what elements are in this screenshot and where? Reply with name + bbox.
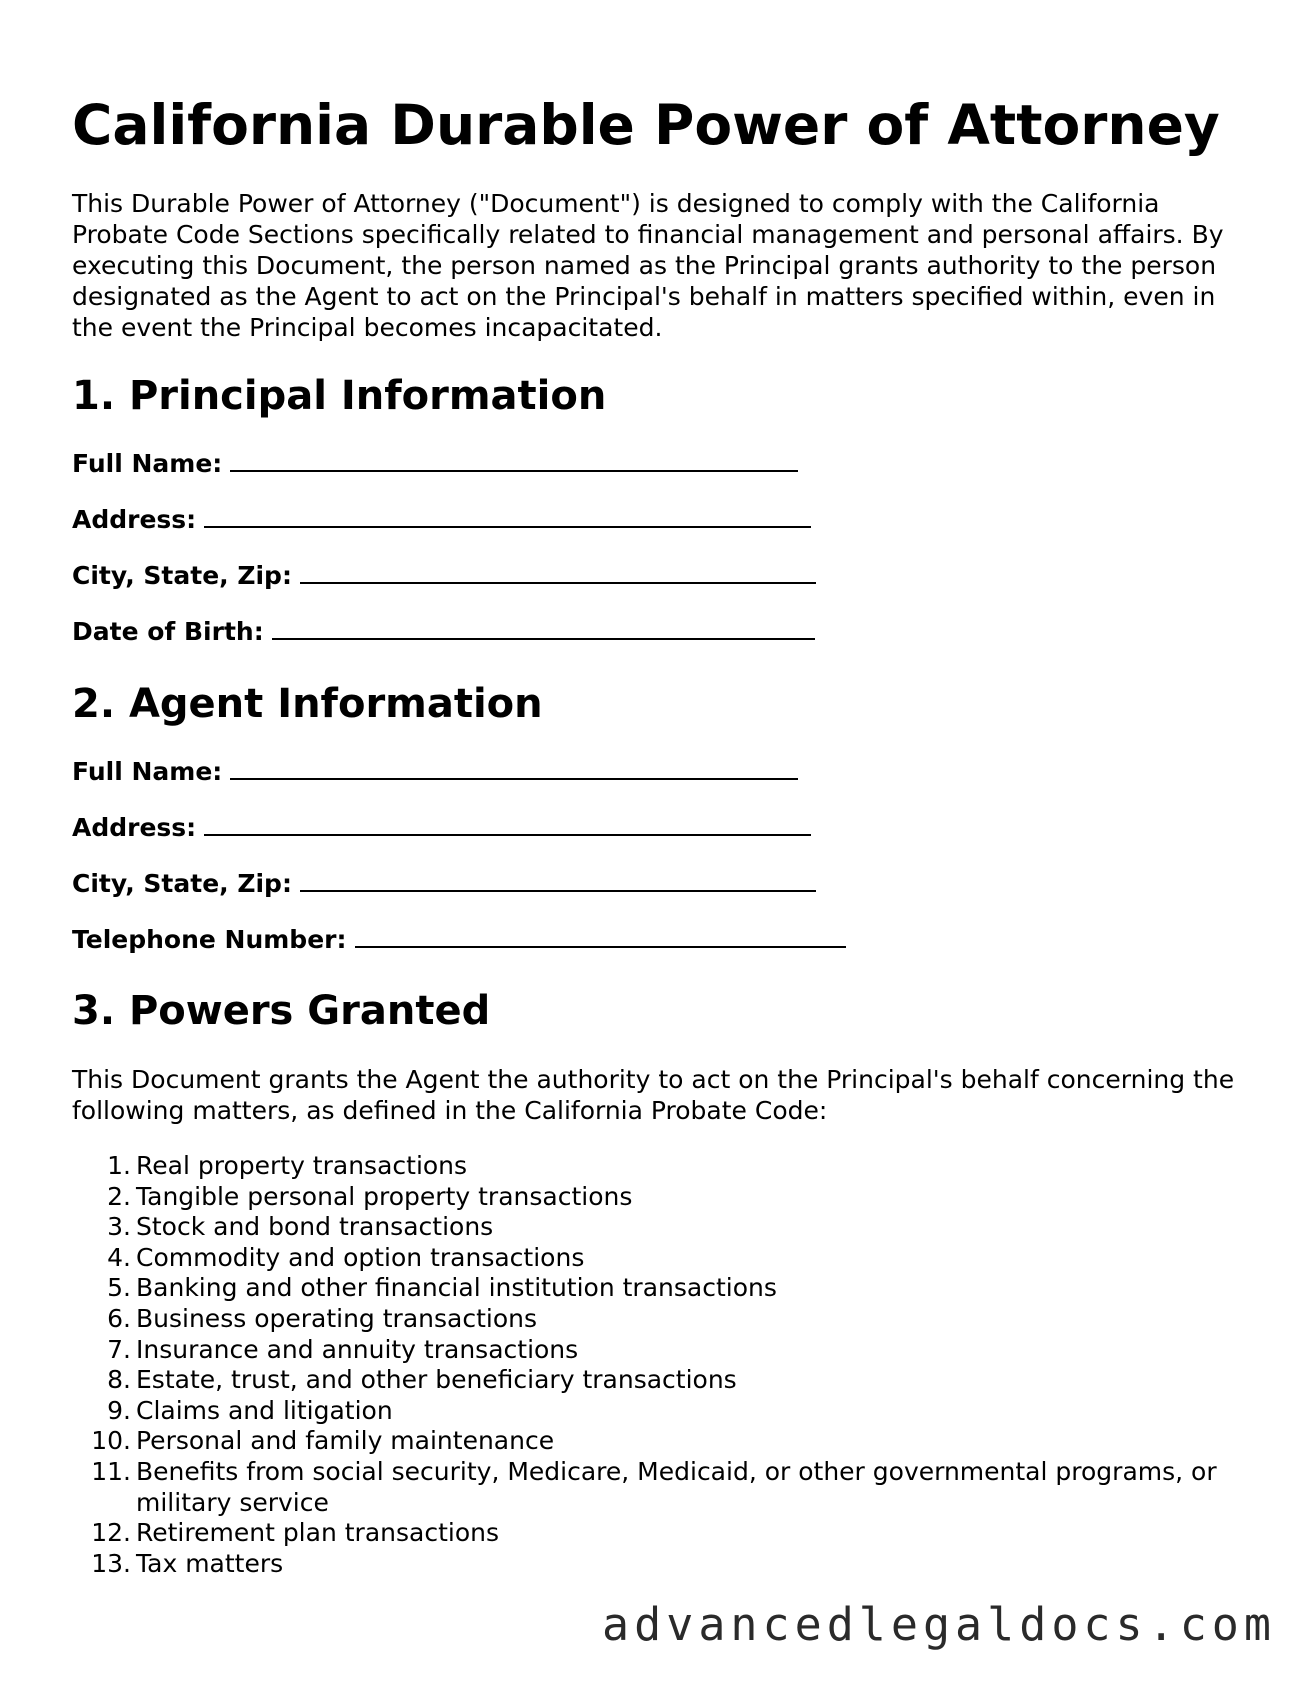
powers-item-text: Claims and litigation (136, 1395, 393, 1425)
powers-list-item (72, 1426, 1222, 1457)
agent-city-state-zip-blank[interactable] (300, 868, 816, 892)
powers-item-text: Commodity and option transactions (136, 1242, 585, 1272)
powers-item-number: 3. (107, 1212, 131, 1242)
powers-list-item (72, 1151, 1222, 1182)
powers-item-text: Insurance and annuity transactions (136, 1334, 579, 1364)
agent-full-name-field (72, 756, 798, 788)
powers-item-number: 4. (107, 1242, 131, 1272)
powers-item-number: 7. (107, 1334, 131, 1364)
powers-item-number: 1. (107, 1151, 131, 1180)
principal-dob-field (72, 616, 815, 648)
powers-list-item (72, 1212, 1222, 1243)
powers-item-number: 6. (107, 1303, 131, 1333)
agent-telephone-blank[interactable] (355, 924, 846, 948)
powers-list-item (72, 1396, 1222, 1427)
principal-address-blank[interactable] (204, 504, 811, 528)
powers-intro-paragraph: This Document grants the Agent the authority to act on the Principal's behalf concerning the following matters, as defined in the California Probate Code: (72, 1065, 1235, 1125)
powers-item-text: Personal and family maintenance (136, 1426, 555, 1456)
document-title: California Durable Power of Attorney (72, 93, 1220, 157)
powers-item-number: 2. (107, 1181, 131, 1211)
powers-item-number: 9. (107, 1395, 131, 1425)
powers-item-text: Banking and other financial institution transactions (136, 1273, 777, 1303)
agent-telephone-field (72, 924, 846, 956)
powers-list-item (72, 1549, 1222, 1580)
powers-item-text: Business operating transactions (136, 1303, 537, 1333)
agent-address-label: Address: (72, 813, 197, 842)
powers-item-number: 11. (91, 1456, 131, 1486)
powers-item-text: Estate, trust, and other beneficiary transactions (136, 1365, 737, 1395)
powers-list-item (72, 1273, 1222, 1304)
powers-item-number: 13. (91, 1548, 131, 1578)
agent-section-heading: 2. Agent Information (72, 681, 543, 727)
powers-list-item (72, 1457, 1222, 1518)
powers-item-text: Real property transactions (136, 1151, 468, 1180)
principal-city-state-zip-label: City, State, Zip: (72, 561, 292, 590)
principal-full-name-field (72, 448, 798, 480)
watermark-text: advancedlegaldocs.com (602, 1598, 1276, 1651)
powers-list-item (72, 1518, 1222, 1549)
powers-item-number: 5. (107, 1273, 131, 1303)
agent-city-state-zip-label: City, State, Zip: (72, 869, 292, 898)
agent-address-field (72, 812, 811, 844)
principal-full-name-label: Full Name: (72, 449, 223, 478)
powers-item-text: Stock and bond transactions (136, 1212, 494, 1242)
agent-telephone-label: Telephone Number: (72, 925, 347, 954)
powers-item-number: 8. (107, 1365, 131, 1395)
powers-item-number: 12. (91, 1518, 131, 1548)
principal-city-state-zip-field (72, 560, 816, 592)
principal-dob-blank[interactable] (272, 616, 815, 640)
powers-item-text: Benefits from social security, Medicare, Medicaid, or other governmental programs, or military service (136, 1456, 1217, 1517)
powers-item-number: 10. (91, 1426, 131, 1456)
principal-section-heading: 1. Principal Information (72, 373, 607, 419)
powers-list (72, 1151, 1222, 1579)
powers-section-heading: 3. Powers Granted (72, 988, 491, 1034)
powers-list-item (72, 1243, 1222, 1274)
powers-item-text: Tax matters (136, 1548, 284, 1578)
agent-full-name-blank[interactable] (230, 756, 798, 780)
agent-city-state-zip-field (72, 868, 816, 900)
principal-address-label: Address: (72, 505, 197, 534)
powers-item-text: Tangible personal property transactions (136, 1181, 633, 1211)
powers-list-item (72, 1304, 1222, 1335)
principal-dob-label: Date of Birth: (72, 617, 264, 646)
agent-full-name-label: Full Name: (72, 757, 223, 786)
powers-list-item (72, 1182, 1222, 1213)
principal-address-field (72, 504, 811, 536)
principal-city-state-zip-blank[interactable] (300, 560, 816, 584)
principal-full-name-blank[interactable] (230, 448, 798, 472)
intro-paragraph: This Durable Power of Attorney ("Document") is designed to comply with the California Probate Code Sections specifically related to financial management and personal affairs. By executing this Document, the person named as the Principal grants authority to the person designated as the Agent to act on the Principal's behalf in matters specified within, even in the event the Principal becomes incapacitated. (72, 189, 1224, 342)
powers-list-item (72, 1335, 1222, 1366)
agent-address-blank[interactable] (204, 812, 811, 836)
powers-list-item (72, 1365, 1222, 1396)
powers-item-text: Retirement plan transactions (136, 1518, 499, 1548)
